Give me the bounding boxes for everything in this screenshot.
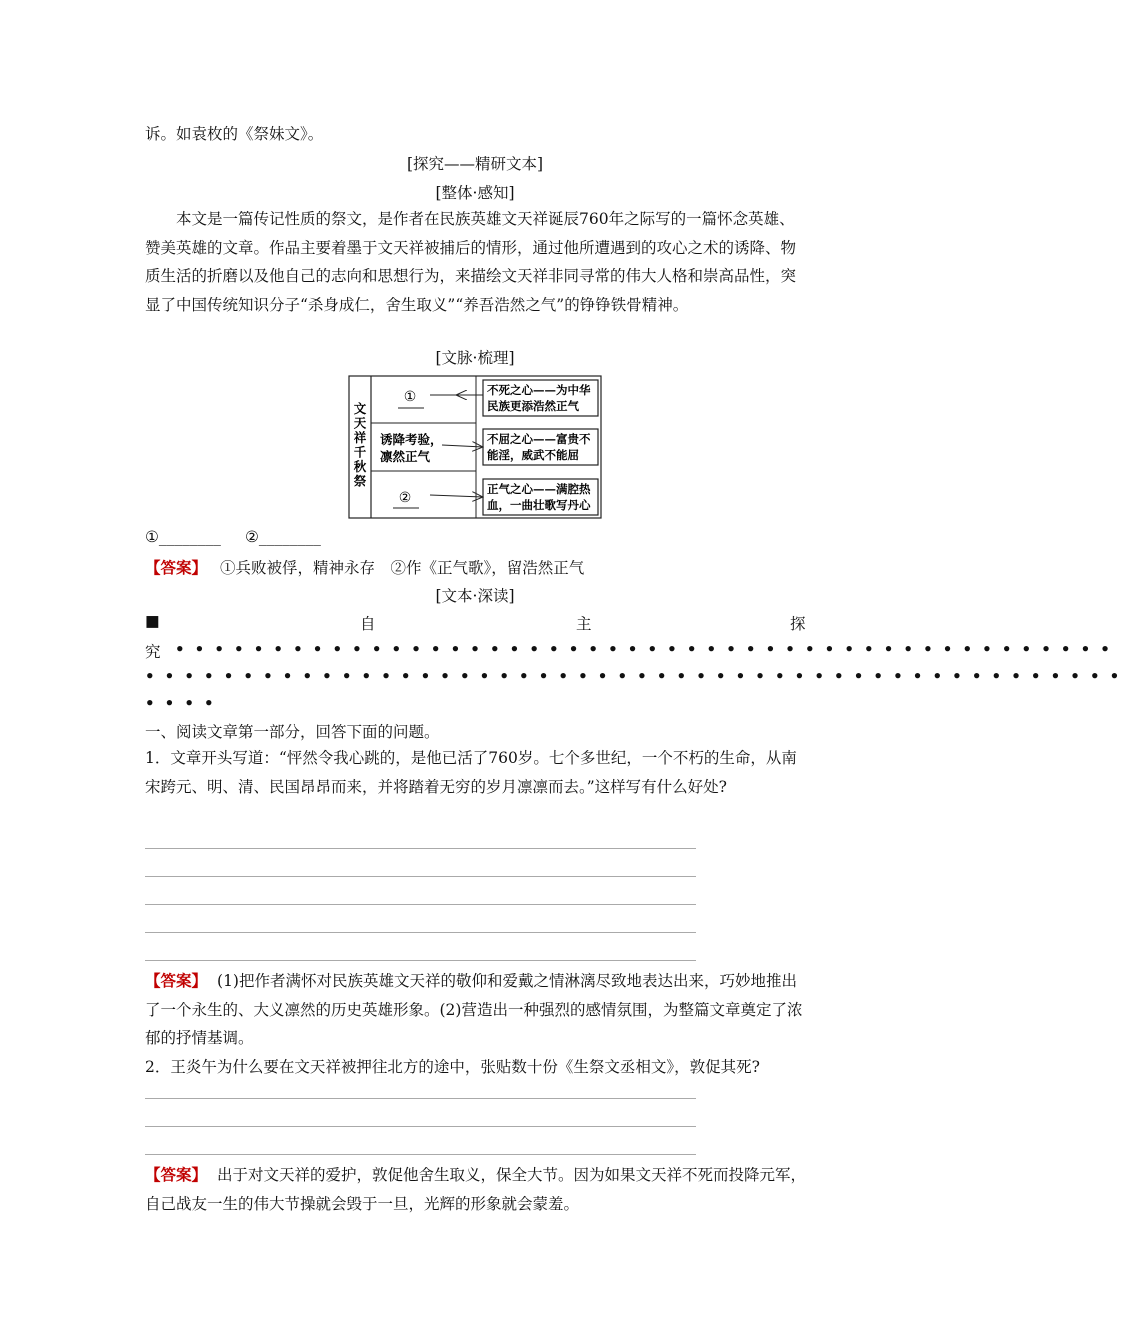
section-heading-explore: [探究——精研文本]: [406, 155, 544, 173]
diagram-row2-left-2: 凛然正气: [380, 449, 431, 464]
question-1: 1．文章开头写道：“怦然令我心跳的，是他已活了760岁。七个多世纪，一个不朽的生命，从南宋跨元、明、清、民国昂昂而来，并将踏着无穷的岁月凛凛而去。”这样写有什么好处?: [145, 749, 797, 796]
answer-tag: 【答案】: [145, 1165, 208, 1184]
section-heading-deep: [文本·深读]: [435, 587, 515, 605]
diagram-root-label: [353, 401, 367, 489]
answer-1: [145, 967, 807, 1053]
answer-line-4: [145, 932, 696, 933]
diagram-row3-right-1: 正气之心——满腔热: [487, 482, 591, 496]
answer-line-3: [145, 904, 696, 905]
answer-line-6: [145, 1098, 696, 1099]
self-explore-char-3: 探: [790, 615, 806, 633]
blank-2: ②________: [245, 528, 321, 546]
section-heading-structure: [文脉·梳理]: [435, 349, 515, 367]
structure-diagram: [348, 375, 604, 521]
diagram-row3-right-2: 血，一曲壮歌写丹心: [487, 498, 591, 512]
answer-2-text: 出于对文天祥的爱护，敦促他舍生取义，保全大节。因为如果文天祥不死而投降元军，自己战友一生的伟大节操就会毁于一旦，光辉的形象就会蒙羞。: [145, 1166, 807, 1213]
emphasis-dots-3: ••••: [145, 694, 224, 712]
answer-2: [145, 1161, 807, 1218]
diagram-root-char: 文: [353, 401, 367, 416]
self-explore-char-2: 主: [576, 615, 592, 633]
diagram-root-char: 祥: [353, 430, 367, 445]
self-explore-char-4: 究: [145, 643, 161, 661]
part1-title: 一、阅读文章第一部分，回答下面的问题。: [145, 723, 440, 741]
diagram-root-char: 千: [353, 444, 367, 460]
answer-structure-line: [145, 556, 584, 578]
answer-line-1: [145, 848, 696, 849]
diagram-row2-right-1: 不屈之心——富贵不: [487, 432, 591, 446]
diagram-arrow-3: [430, 495, 483, 497]
answer-line-8: [145, 1154, 696, 1155]
diagram-arrow-2: [442, 445, 483, 447]
blank-1: ①________: [145, 528, 221, 546]
section-heading-overall: [整体·感知]: [435, 184, 515, 202]
answer-structure-text: ①兵败被俘，精神永存 ②作《正气歌》，留浩然正气: [219, 559, 585, 577]
overall-paragraph: 本文是一篇传记性质的祭文，是作者在民族英雄文天祥诞辰760年之际写的一篇怀念英雄、赞美英雄的文章。作品主要着墨于文天祥被捕后的情形，通过他所遭遇到的攻心之术的诱降、物质生活的折磨以及他自己的志向和思想行为，来描绘文天祥非同寻常的伟大人格和崇高品性，突显了中国传统知识分子“杀身成仁，舍生取义”“养吾浩然之气”的铮铮铁骨精神。: [145, 210, 797, 314]
emphasis-dots-1: ••••••••••••••••••••••••••••••••••••••••••••••••: [175, 640, 1120, 658]
answer-line-2: [145, 876, 696, 877]
question-2: 2．王炎午为什么要在文天祥被押往北方的途中，张贴数十份《生祭文丞相文》，敦促其死?: [145, 1058, 760, 1076]
diagram-row3-left: ②: [398, 490, 412, 506]
self-explore-mark: ■: [145, 612, 160, 630]
diagram-row2-left-1: 诱降考验，: [380, 432, 443, 447]
diagram-row1-right-1: 不死之心——为中华: [487, 383, 591, 397]
self-explore-char-1: 自: [360, 615, 376, 633]
diagram-row1-right-2: 民族更添浩然正气: [487, 399, 579, 413]
diagram-root-char: 天: [353, 415, 367, 431]
emphasis-dots-2: ••••••••••••••••••••••••••••••••••••••••••••••••••: [145, 667, 1129, 685]
answer-tag: 【答案】: [145, 558, 208, 577]
diagram-row2-right-2: 能淫，威武不能屈: [487, 448, 579, 462]
diagram-root-char: 秋: [353, 459, 367, 474]
answer-1-text: (1)把作者满怀对民族英雄文天祥的敬仰和爱戴之情淋漓尽致地表达出来，巧妙地推出了一个永生的、大义凛然的历史英雄形象。(2)营造出一种强烈的感情氛围，为整篇文章奠定了浓郁的抒情基调。: [145, 972, 803, 1047]
diagram-root-char: 祭: [353, 473, 367, 489]
answer-line-7: [145, 1126, 696, 1127]
diagram-row1-left: ①: [403, 389, 417, 405]
answer-tag: 【答案】: [145, 971, 208, 990]
continued-text-line: 诉。如袁枚的《祭妹文》。: [145, 125, 324, 143]
answer-line-5: [145, 960, 696, 961]
